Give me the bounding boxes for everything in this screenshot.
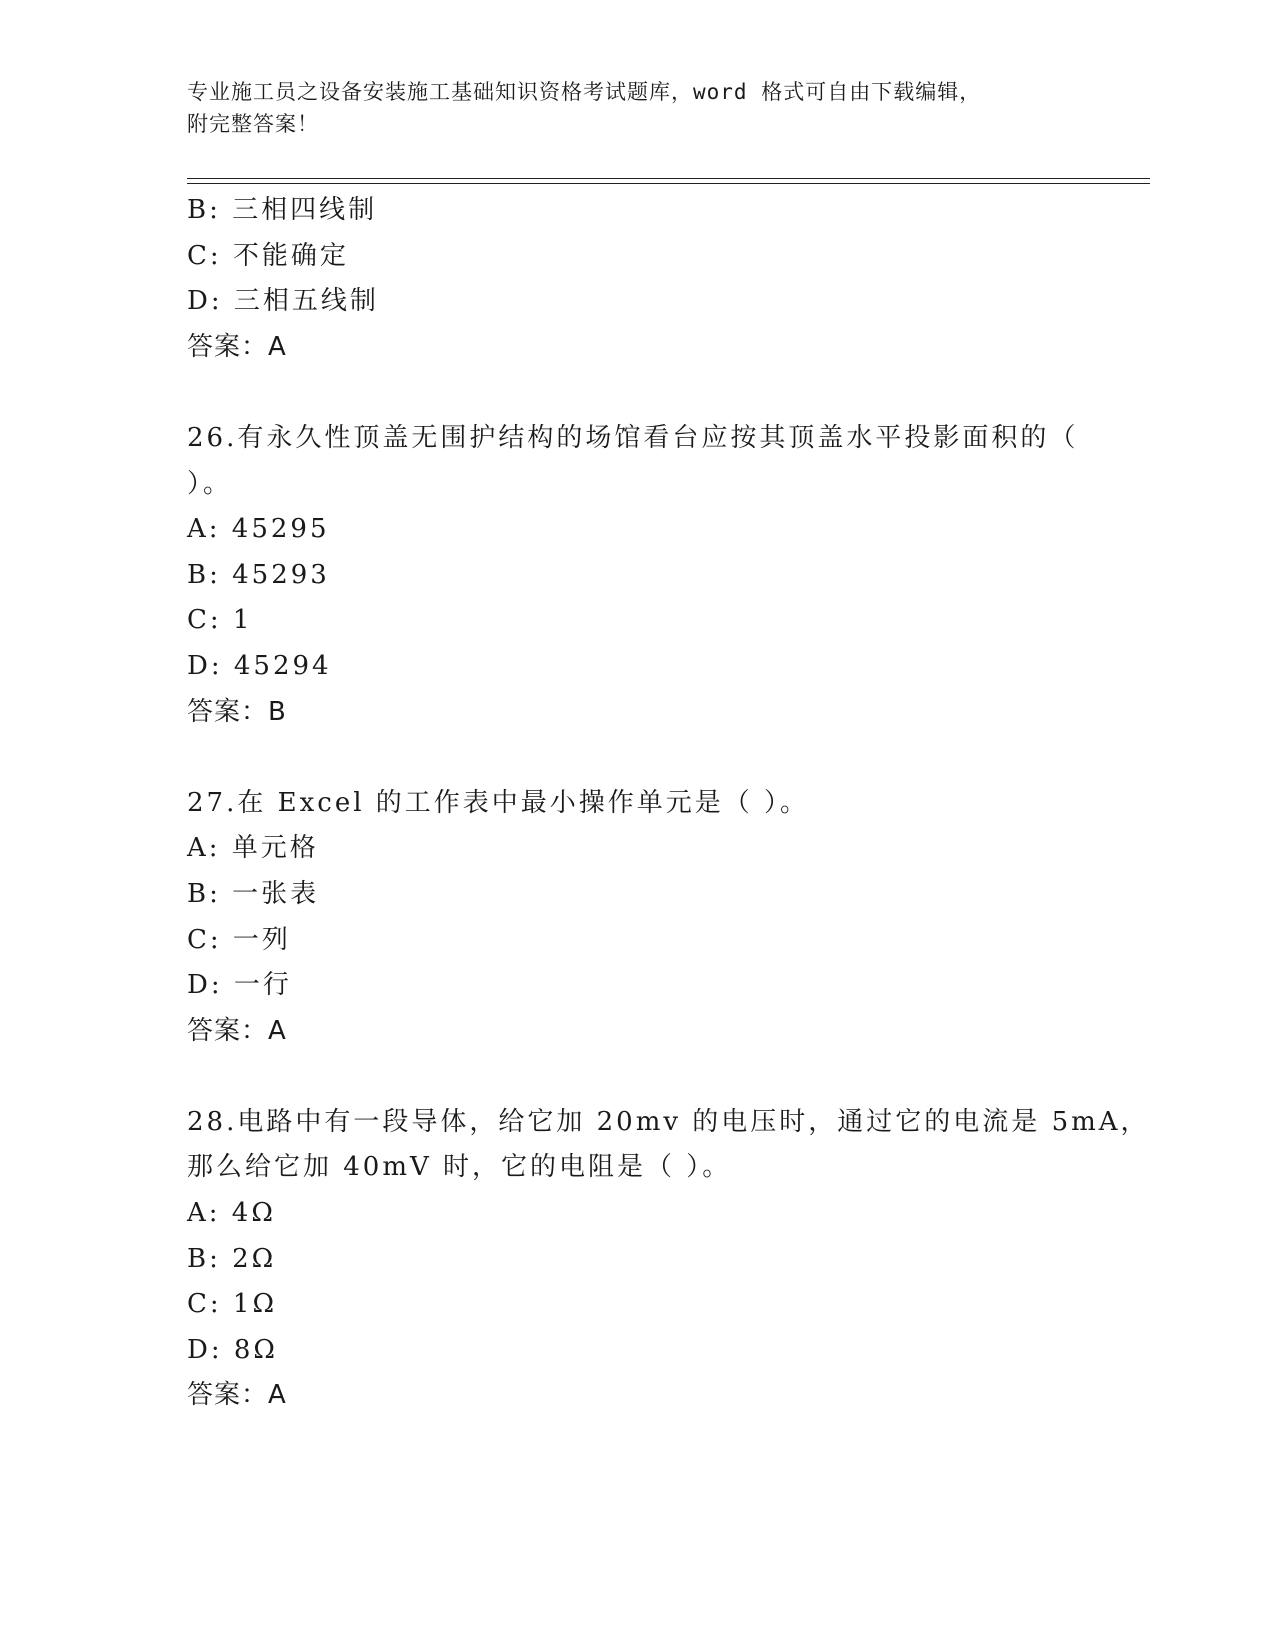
question-stem-continued: ）。 xyxy=(187,468,233,499)
option-d: D: 8Ω xyxy=(187,1334,278,1365)
question-27 xyxy=(187,781,1087,1055)
header-line-1: 专业施工员之设备安装施工基础知识资格考试题库，word 格式可自由下载编辑， xyxy=(187,80,982,104)
option-d: D: 一行 xyxy=(187,970,292,1001)
question-25-partial xyxy=(187,188,1087,370)
answer-line: 答案：A xyxy=(187,1015,287,1046)
answer-line: 答案：A xyxy=(187,331,287,362)
option-d: D: 45294 xyxy=(187,650,332,681)
question-stem-continued: 那么给它加 40mV 时，它的电阻是（ ）。 xyxy=(187,1152,732,1183)
header-divider-top xyxy=(187,178,1150,179)
answer-line: 答案：A xyxy=(187,1380,287,1411)
header-line-2: 附完整答案！ xyxy=(187,112,319,136)
question-spacer xyxy=(187,370,1087,416)
option-c: C: 不能确定 xyxy=(187,240,349,271)
question-spacer xyxy=(187,735,1087,781)
option-b: B: 一张表 xyxy=(187,878,320,909)
option-a: A: 45295 xyxy=(187,514,330,545)
header-divider-bottom xyxy=(187,183,1150,184)
option-d: D: 三相五线制 xyxy=(187,286,379,317)
question-spacer xyxy=(187,1054,1087,1100)
question-26 xyxy=(187,416,1087,735)
document-header xyxy=(187,76,1067,140)
question-stem: 28.电路中有一段导体，给它加 20mv 的电压时，通过它的电流是 5mA， xyxy=(187,1106,1150,1137)
option-b: B: 45293 xyxy=(187,559,330,590)
answer-line: 答案：B xyxy=(187,696,287,727)
option-a: A: 单元格 xyxy=(187,833,319,864)
option-a: A: 4Ω xyxy=(187,1198,276,1229)
option-c: C: 1 xyxy=(187,605,253,636)
question-28 xyxy=(187,1100,1150,1419)
question-stem: 27.在 Excel 的工作表中最小操作单元是（ ）。 xyxy=(187,787,810,818)
question-stem: 26.有永久性顶盖无围护结构的场馆看台应按其顶盖水平投影面积的（ xyxy=(187,422,1079,453)
question-list xyxy=(187,188,1150,1419)
option-c: C: 1Ω xyxy=(187,1289,278,1320)
option-b: B: 2Ω xyxy=(187,1243,277,1274)
option-b: B: 三相四线制 xyxy=(187,195,378,225)
option-c: C: 一列 xyxy=(187,924,291,955)
